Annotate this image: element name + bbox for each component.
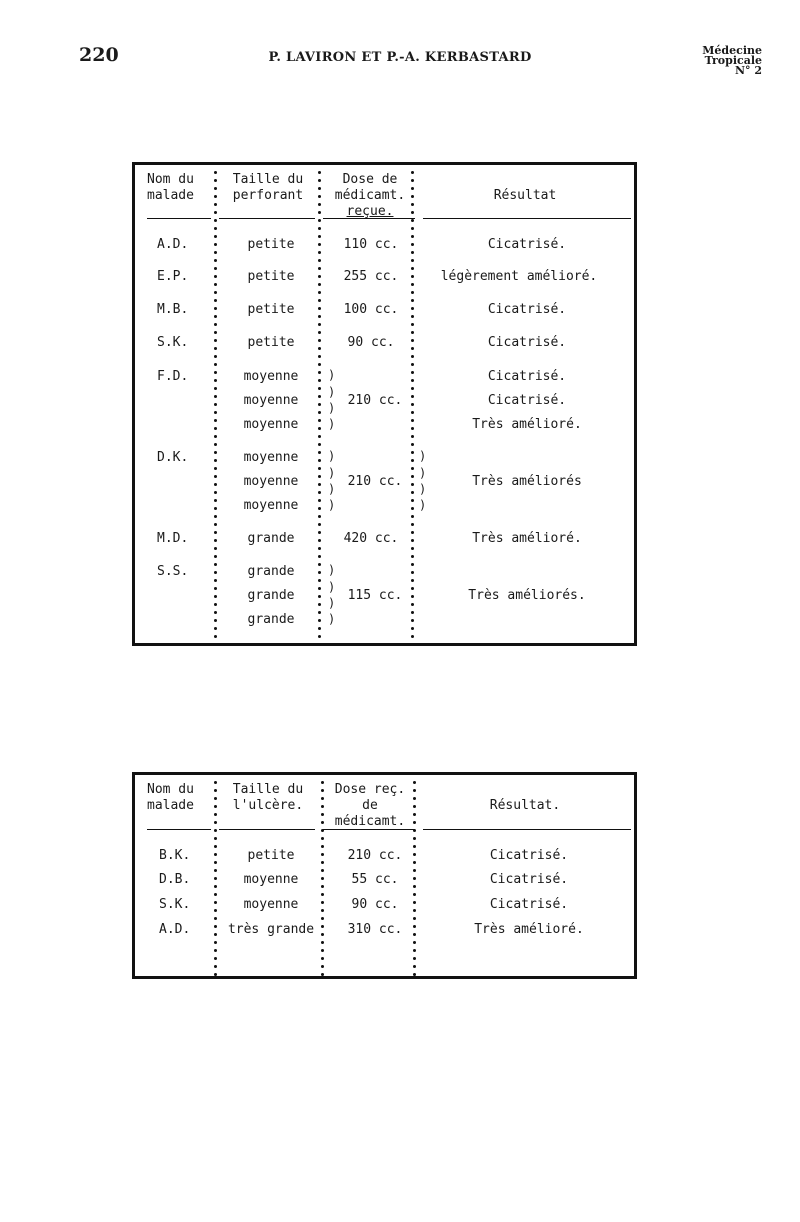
header-dose-line3: médicamt. (334, 814, 406, 829)
table-cell-result: légèrement amélioré. (440, 269, 598, 284)
page-number: 220 (79, 44, 119, 66)
column-separator (411, 171, 414, 641)
table-cell-dose: 100 cc. (343, 302, 399, 317)
header-underline-dose (323, 218, 415, 219)
table-cell-dose: 115 cc. (347, 588, 403, 603)
header-underline-size (219, 829, 315, 830)
header-underline-result (423, 218, 631, 219)
table-cell-result: Cicatrisé. (487, 369, 567, 384)
grouping-bracket: ) (328, 612, 336, 626)
grouping-bracket: ) (328, 401, 336, 415)
column-separator (413, 781, 416, 975)
table-cell-result: Cicatrisé. (489, 872, 569, 887)
table-cell-result: Cicatrisé. (487, 237, 567, 252)
grouping-bracket: ) (328, 482, 336, 496)
header-dose-line3: reçue. (346, 204, 394, 219)
table-cell-result: Très améliorés. (468, 588, 586, 603)
table-cell-dose: 110 cc. (343, 237, 399, 252)
table-cell-size: moyenne (243, 450, 299, 465)
table-cell-name: M.B. (157, 302, 189, 317)
table-cell-size: moyenne (243, 393, 299, 408)
journal-name-line2: Tropicale (704, 54, 762, 67)
table-cell-size: moyenne (243, 498, 299, 513)
column-separator (318, 171, 321, 641)
table-cell-size: petite (247, 269, 295, 284)
table-cell-dose: 255 cc. (343, 269, 399, 284)
header-size-line2: perforant (232, 188, 304, 203)
table-cell-size: petite (247, 237, 295, 252)
header-underline-name (147, 829, 211, 830)
table-cell-name: D.K. (157, 450, 189, 465)
table-cell-size: moyenne (243, 417, 299, 432)
table-cell-name: S.K. (157, 335, 189, 350)
grouping-bracket: ) (328, 449, 336, 463)
ulcer-treatment-table (132, 772, 637, 979)
table-cell-dose: 210 cc. (347, 393, 403, 408)
table-cell-name: S.S. (157, 564, 189, 579)
table-cell-result: Cicatrisé. (487, 393, 567, 408)
header-size-line1: Taille du (232, 172, 304, 187)
header-underline-result (423, 829, 631, 830)
table-cell-dose: 55 cc. (351, 872, 399, 887)
grouping-bracket: ) (328, 596, 336, 610)
table-cell-name: B.K. (159, 848, 191, 863)
header-underline-size (219, 218, 315, 219)
grouping-bracket: ) (419, 449, 427, 463)
journal-name-line1: Médecine (702, 44, 762, 57)
table-cell-size: grande (247, 564, 295, 579)
table-cell-dose: 90 cc. (351, 897, 399, 912)
grouping-bracket: ) (328, 466, 336, 480)
perforant-treatment-table (132, 162, 637, 646)
header-dose-line2: médicamt. (334, 188, 406, 203)
journal-issue: N° 2 (734, 64, 762, 77)
table-cell-size: moyenne (243, 872, 299, 887)
table-cell-size: moyenne (243, 369, 299, 384)
grouping-bracket: ) (419, 482, 427, 496)
grouping-bracket: ) (328, 580, 336, 594)
header-name-line1: Nom du (147, 782, 194, 797)
column-separator (214, 781, 217, 975)
table-cell-name: D.B. (159, 872, 191, 887)
table-cell-dose: 420 cc. (343, 531, 399, 546)
table-cell-result: Très amélioré. (474, 922, 584, 937)
table-cell-size: moyenne (243, 897, 299, 912)
table-cell-dose: 210 cc. (347, 848, 403, 863)
table-cell-size: très grande (227, 922, 315, 937)
table-cell-name: A.D. (157, 237, 189, 252)
running-title: P. LAVIRON ET P.-A. KERBASTARD (268, 50, 532, 65)
header-size-line2: l'ulcère. (232, 798, 304, 813)
table-cell-result: Très améliorés (472, 474, 582, 489)
table-cell-dose: 310 cc. (347, 922, 403, 937)
header-size-line1: Taille du (232, 782, 304, 797)
header-name-line2: malade (147, 188, 194, 203)
table-cell-size: grande (247, 531, 295, 546)
table-cell-result: Cicatrisé. (489, 897, 569, 912)
grouping-bracket: ) (419, 466, 427, 480)
table-cell-name: F.D. (157, 369, 189, 384)
grouping-bracket: ) (328, 563, 336, 577)
table-cell-dose: 210 cc. (347, 474, 403, 489)
table-cell-size: petite (247, 848, 295, 863)
table-cell-size: petite (247, 302, 295, 317)
grouping-bracket: ) (419, 498, 427, 512)
table-cell-result: Très amélioré. (472, 417, 582, 432)
grouping-bracket: ) (328, 498, 336, 512)
journal-reference (702, 46, 762, 76)
header-underline-name (147, 218, 211, 219)
table-cell-name: S.K. (159, 897, 191, 912)
table-cell-size: moyenne (243, 474, 299, 489)
header-result: Résultat (493, 188, 557, 203)
header-name-line1: Nom du (147, 172, 194, 187)
table-cell-result: Cicatrisé. (487, 302, 567, 317)
header-dose-line1: Dose reç. (334, 782, 406, 797)
table-cell-size: petite (247, 335, 295, 350)
grouping-bracket: ) (328, 368, 336, 382)
header-name-line2: malade (147, 798, 194, 813)
column-separator (214, 171, 217, 641)
table-cell-result: Cicatrisé. (487, 335, 567, 350)
table-cell-result: Cicatrisé. (489, 848, 569, 863)
table-cell-name: E.P. (157, 269, 189, 284)
header-underline-dose (323, 829, 415, 830)
table-cell-result: Très amélioré. (472, 531, 582, 546)
header-dose-line1: Dose de (342, 172, 398, 187)
table-cell-size: grande (247, 588, 295, 603)
header-result: Résultat. (489, 798, 561, 813)
grouping-bracket: ) (328, 417, 336, 431)
column-separator (321, 781, 324, 975)
table-cell-dose: 90 cc. (347, 335, 395, 350)
header-dose-line2: de (362, 798, 378, 813)
table-cell-size: grande (247, 612, 295, 627)
table-cell-name: M.D. (157, 531, 189, 546)
grouping-bracket: ) (328, 385, 336, 399)
table-cell-name: A.D. (159, 922, 191, 937)
